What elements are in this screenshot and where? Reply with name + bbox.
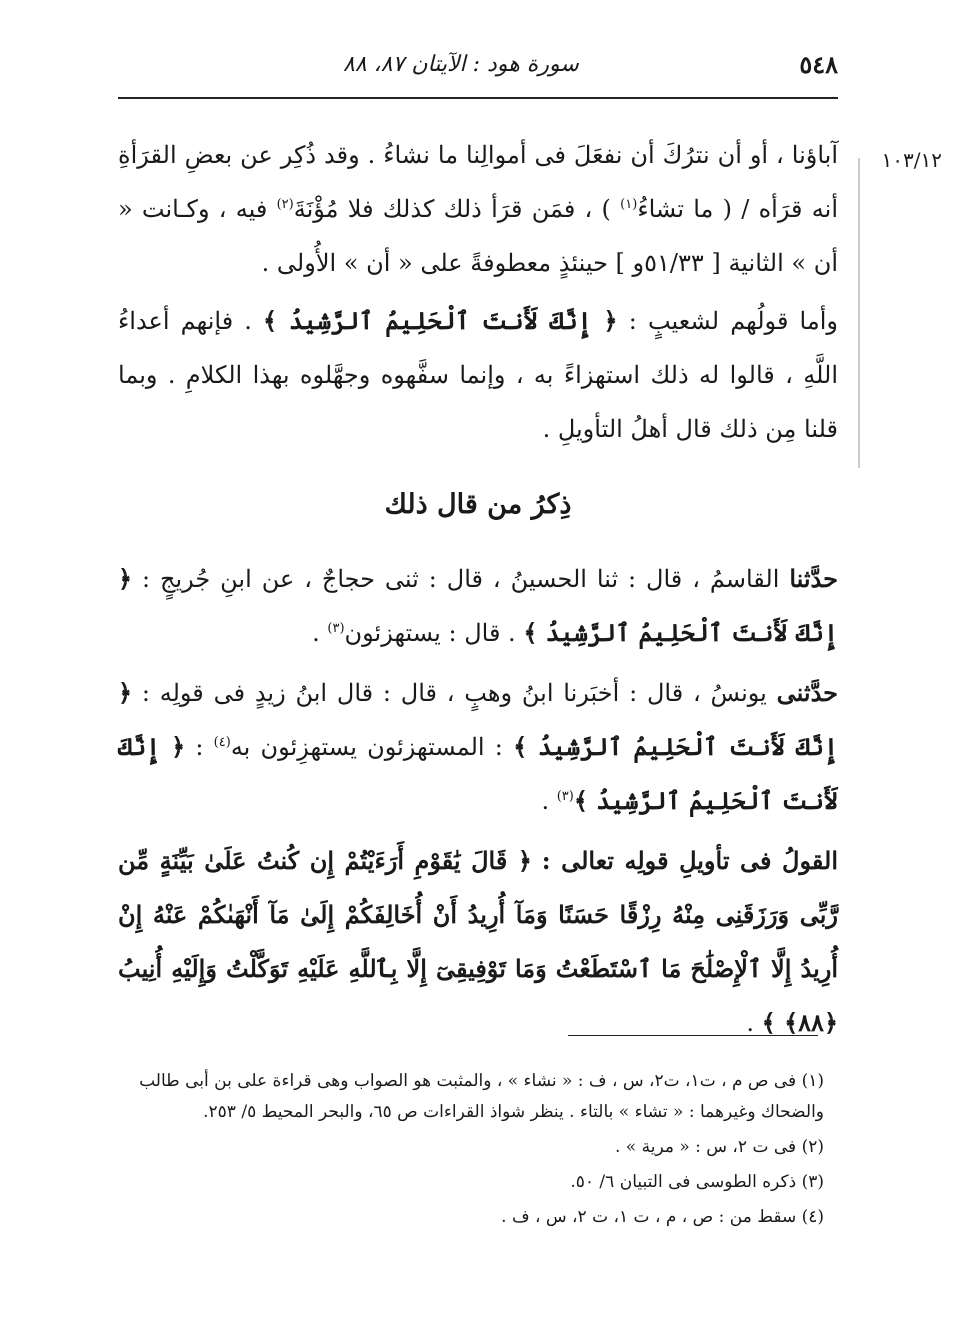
- hadith-1-text: القاسمُ ، قال : ثنا الحسينُ ، قال : ثنى حجاجٌ ، عن ابنِ جُريجٍ :: [141, 565, 780, 593]
- footnote-ref-4: (٤): [213, 735, 231, 750]
- tafsir-lead: القولُ فى تأويلِ قولِه تعالى :: [541, 846, 838, 875]
- footnote-1: (١) فى ص م ، ت١، ت٢، س ، ف : « نشاء » ، والمثبت هو الصواب وهى قراءة على بن أبى طالب والضحاك وغيرهما : « تشاء » بالتاء . ينظر شواذ القراءات ص ٦٥، والبحر المحيط ٥/ ٢٥٣.: [139, 1071, 824, 1122]
- footnote-ref-3b: (٣): [556, 789, 574, 804]
- section-heading: ذِكرُ من قال ذلك: [384, 489, 572, 520]
- manuscript-ref: [ ٥١/٣٣و ]: [615, 249, 721, 277]
- hadith-1-end: . قال : يستهزئون: [344, 619, 516, 647]
- footnote-ref-3a: (٣): [327, 621, 345, 636]
- running-title: سورة هود : الآيتان ٨٧، ٨٨: [343, 52, 579, 77]
- tafsir-end: .: [746, 1009, 755, 1037]
- para2-text-b: . فإنهم أعداءُ اللَّهِ ، قالوا له ذلك استهزاءً به ، وإنما سفَّهوه وجهَّلوه بهذا الكلامِ . وبما قلنا مِن ذلك قال أهلُ التأويلِ .: [118, 307, 838, 443]
- margin-reference: ١٠٣/١٢: [881, 148, 942, 172]
- footnotes: [120, 1066, 824, 1237]
- quran-quote: ﴿ إِنَّكَ لَأَنتَ ٱلْحَلِيمُ ٱلرَّشِيدُ ﴾: [263, 306, 618, 335]
- hadith-2: [118, 666, 838, 828]
- hadith-2-text: يونسُ ، قال : أخبَرنا ابنُ وهبٍ ، قال : قال ابنُ زيدٍ فى قولِه :: [141, 679, 767, 707]
- hadith-1-lead: حدَّثنا: [789, 564, 838, 593]
- footnote-rule: [568, 1035, 818, 1036]
- side-margin-mark: [858, 158, 860, 468]
- tafsir-verse: [118, 834, 838, 1050]
- hadith-2-lead: حدَّثنى: [776, 678, 838, 707]
- hadith-2-quran-1: ﴿ إِنَّكَ لَأَنتَ ٱلْحَلِيمُ ٱلرَّشِيدُ ﴾: [118, 678, 838, 761]
- footnote-ref-2: (٢): [276, 197, 294, 212]
- period: .: [312, 619, 320, 647]
- hadith-2-quran-2: ﴿ إِنَّكَ لَأَنتَ ٱلْحَلِيمُ ٱلرَّشِيدُ ﴾: [118, 732, 838, 815]
- paragraph-2: [118, 294, 838, 456]
- footnote-ref-1: (١): [620, 197, 638, 212]
- hadith-2-colon: :: [195, 733, 204, 761]
- para2-text-a: وأما قولُهم لشعيبٍ :: [628, 307, 838, 335]
- paragraph-1: [118, 128, 838, 290]
- para1-text-b: ) ، فمَن قرَأ ذلك كذلك فلا مُؤْنَةَ: [293, 195, 611, 223]
- period: .: [541, 787, 550, 815]
- para1-text-c: فيه ، وكـانت « أن » الثانية: [118, 195, 838, 277]
- main-text: [118, 128, 838, 1056]
- hadith-1-quran: ﴿ إِنَّكَ لَأَنتَ ٱلْحَلِيمُ ٱلرَّشِيدُ ﴾: [118, 564, 838, 647]
- footnote-4: (٤) سقط من : ص ، م ، ت ١، ت ٢، س ، ف .: [501, 1207, 824, 1227]
- page-header: [118, 50, 838, 90]
- hadith-2-mid: : المستهزئون يستهزِئون به: [230, 733, 503, 761]
- header-rule: [118, 97, 838, 99]
- footnote-2: (٢) فى ت ٢، س : « مرية » .: [614, 1137, 824, 1157]
- para1-text: آباؤنا ، أو أن نترُكَ أن نفعَلَ فى أموالِنا ما نشاءُ . وقد ذُكِر عن بعضِ القرَأةِ أنه قرَأه / ( ما تشاءُ: [118, 141, 838, 223]
- hadith-1: [118, 552, 838, 660]
- tafsir-quran: ﴿ قَالَ يَٰقَوْمِ أَرَءَيْتُمْ إِن كُنتُ عَلَىٰ بَيِّنَةٍ مِّن رَّبِّى وَرَزَقَنِى مِنْهُ رِزْقًا حَسَنًا وَمَآ أُرِيدُ أَنْ أُخَالِفَكُمْ إِلَىٰ مَآ أَنْهَىٰكُمْ عَنْهُ إِنْ أُرِيدُ إِلَّا ٱلْإِصْلَٰحَ مَا ٱسْتَطَعْتُ وَمَا تَوْفِيقِىٓ إِلَّا بِٱللَّهِ عَلَيْهِ تَوَكَّلْتُ وَإِلَيْهِ أُنِيبُ ﴿٨٨﴾ ﴾: [118, 846, 838, 1037]
- footnote-3: (٣) ذكره الطوسى فى التبيان ٦/ ٥٠.: [570, 1172, 824, 1192]
- para1-text-d: حينئذٍ معطوفةً على « أن » الأُولى .: [261, 249, 608, 277]
- page-number: ٥٤٨: [799, 50, 838, 79]
